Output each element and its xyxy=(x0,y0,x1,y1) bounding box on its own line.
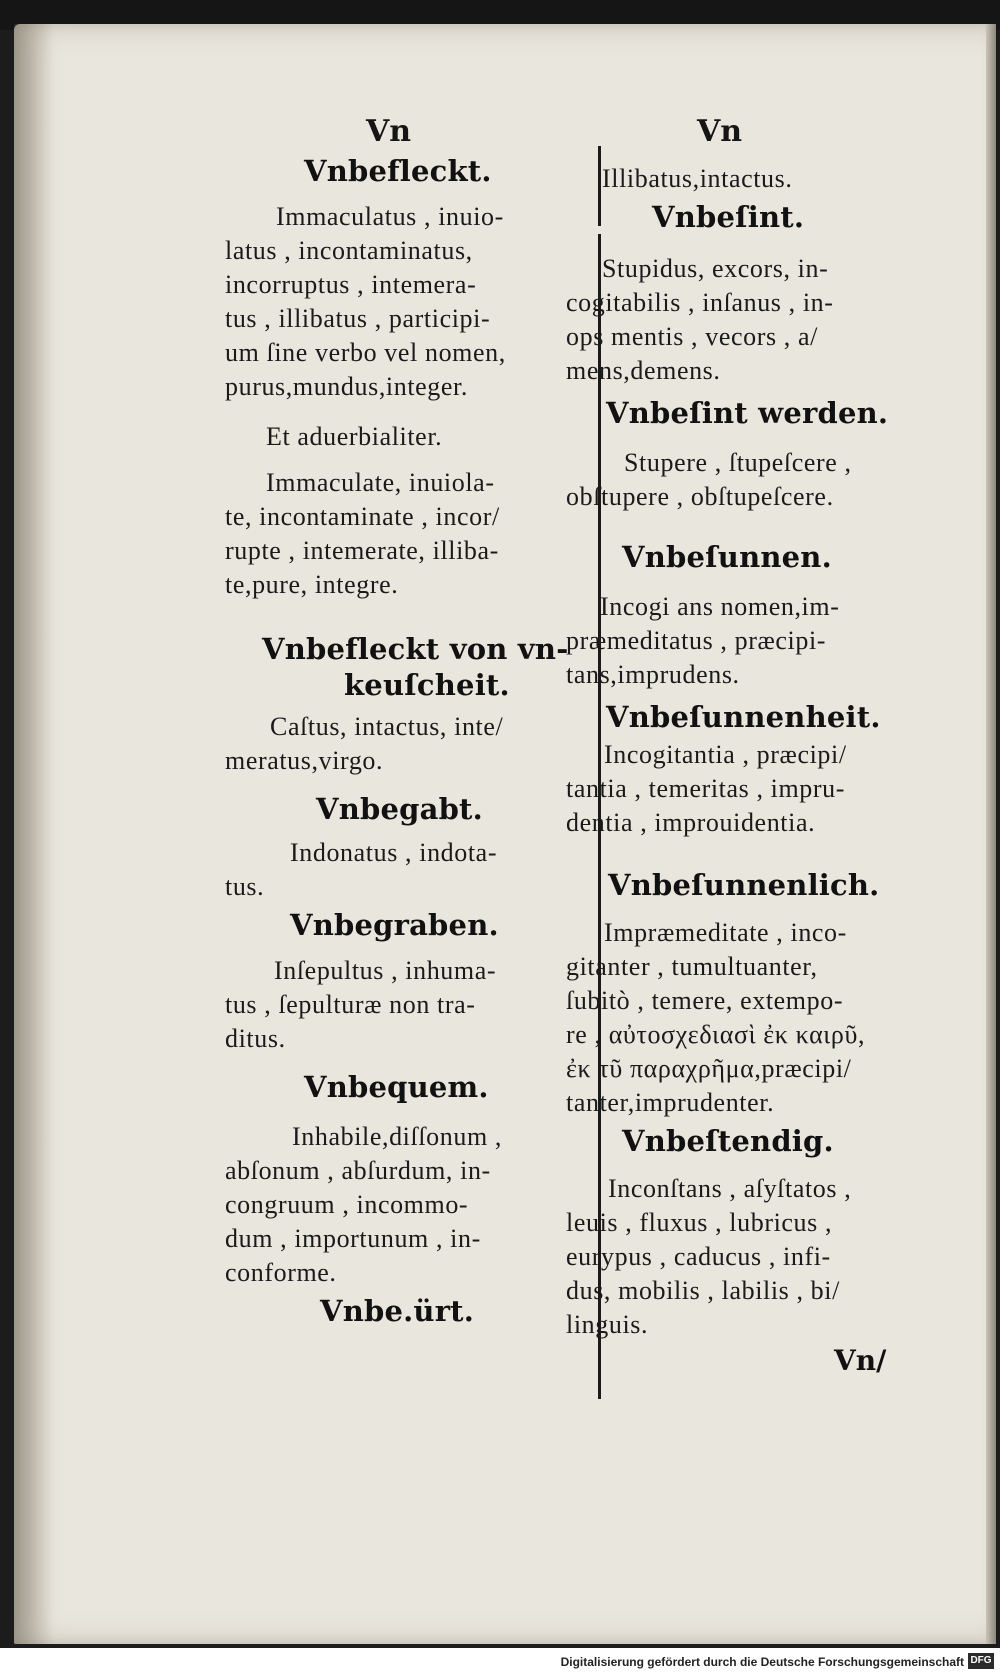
entry-line: Et aduerbialiter. xyxy=(266,422,443,451)
entry-line-greek: ἐκ τῦ παραχρῆμα,præcipi/ xyxy=(566,1054,852,1083)
footer-credit: Digitalisierung gefördert durch die Deutsche Forschungsgemeinschaft xyxy=(560,1655,964,1669)
right-running-head: Vn xyxy=(697,114,743,149)
entry-line: latus , incontaminatus, xyxy=(225,236,473,265)
headword-vnbegabt: Vnbegabt. xyxy=(316,792,483,826)
entry-line: tantia , temeritas , impru- xyxy=(566,774,846,803)
entry-line: mens,demens. xyxy=(566,356,721,385)
entry-line: congruum , incommo- xyxy=(225,1190,469,1219)
headword-vnbegraben: Vnbegraben. xyxy=(290,908,499,942)
entry-line: te, incontaminate , incor/ xyxy=(225,502,500,531)
headword-vnbefurt: Vnbe.ürt. xyxy=(320,1294,475,1328)
headword-continuation: keuſcheit. xyxy=(344,668,510,702)
headword-vnbesunnen: Vnbeſunnen. xyxy=(622,540,832,574)
entry-line: conforme. xyxy=(225,1258,337,1287)
headword-vnbesint: Vnbeſint. xyxy=(652,200,805,234)
entry-line: ditus. xyxy=(225,1024,286,1053)
entry-line: Impræmeditate , inco- xyxy=(604,918,847,947)
entry-line: Incogi ans nomen,im- xyxy=(600,592,840,621)
entry-line: Caſtus, intactus, inte/ xyxy=(270,712,504,741)
entry-line: Immaculatus , inuio- xyxy=(276,202,504,231)
entry-line: Stupere , ſtupeſcere , xyxy=(624,448,852,477)
entry-line: abſonum , abſurdum, in- xyxy=(225,1156,491,1185)
entry-line: meratus,virgo. xyxy=(225,746,384,775)
entry-line: eurypus , caducus , infi- xyxy=(566,1242,831,1271)
entry-line: Inhabile,diſſonum , xyxy=(292,1122,502,1151)
entry-line: leuis , fluxus , lubricus , xyxy=(566,1208,833,1237)
gutter-shadow xyxy=(14,24,54,1644)
entry-line: Illibatus,intactus. xyxy=(602,164,793,193)
entry-line: obſtupere , obſtupeſcere. xyxy=(566,482,834,511)
entry-line: Inſepultus , inhuma- xyxy=(274,956,497,985)
headword-vnbefleckt: Vnbefleckt. xyxy=(304,154,492,188)
headword-vnbefleckt-von-vnkeuscheit: Vnbefleckt von vn- xyxy=(262,632,569,666)
column-rule-top xyxy=(598,146,601,226)
entry-line: præmeditatus , præcipi- xyxy=(566,626,827,655)
entry-line: Indonatus , indota- xyxy=(290,838,498,867)
headword-vnbesint-werden: Vnbeſint werden. xyxy=(606,396,889,430)
entry-line: Inconſtans , aſyſtatos , xyxy=(608,1174,852,1203)
entry-line: tus. xyxy=(225,872,265,901)
entry-line: tanter,imprudenter. xyxy=(566,1088,775,1117)
entry-line: gitanter , tumultuanter, xyxy=(566,952,818,981)
headword-vnbesunnenheit: Vnbeſunnenheit. xyxy=(606,700,881,734)
entry-line: dum , importunum , in- xyxy=(225,1224,481,1253)
entry-line: tus , ſepulturæ non tra- xyxy=(225,990,476,1019)
entry-line: dus, mobilis , labilis , bi/ xyxy=(566,1276,840,1305)
book-page xyxy=(14,24,996,1644)
entry-line: um ſine verbo vel nomen, xyxy=(225,338,506,367)
entry-line: tans,imprudens. xyxy=(566,660,740,689)
entry-line: ſubitò , temere, extempo- xyxy=(566,986,844,1015)
dfg-logo-icon: DFG xyxy=(968,1653,994,1669)
page-edge xyxy=(986,24,996,1644)
digitization-footer xyxy=(0,1648,1000,1678)
entry-line: Stupidus, excors, in- xyxy=(602,254,829,283)
entry-line: rupte , intemerate, illiba- xyxy=(225,536,499,565)
entry-line: te,pure, integre. xyxy=(225,570,399,599)
entry-line: cogitabilis , inſanus , in- xyxy=(566,288,834,317)
entry-line: Incogitantia , præcipi/ xyxy=(604,740,847,769)
entry-line-greek: re , αὐτοσχεδιασὶ ἐκ καιρῦ, xyxy=(566,1020,866,1049)
entry-line: purus,mundus,integer. xyxy=(225,372,468,401)
headword-vnbesunnenlich: Vnbeſunnenlich. xyxy=(608,868,880,902)
entry-line: dentia , improuidentia. xyxy=(566,808,816,837)
headword-vnbequem: Vnbequem. xyxy=(304,1070,489,1104)
entry-line: tus , illibatus , participi- xyxy=(225,304,491,333)
entry-line: incorruptus , intemera- xyxy=(225,270,477,299)
left-running-head: Vn xyxy=(366,114,412,149)
headword-vnbestendig: Vnbeſtendig. xyxy=(622,1124,834,1158)
entry-line: Immaculate, inuiola- xyxy=(266,468,495,497)
catchword: Vn/ xyxy=(834,1344,887,1377)
entry-line: linguis. xyxy=(566,1310,649,1339)
entry-line: ops mentis , vecors , a/ xyxy=(566,322,818,351)
